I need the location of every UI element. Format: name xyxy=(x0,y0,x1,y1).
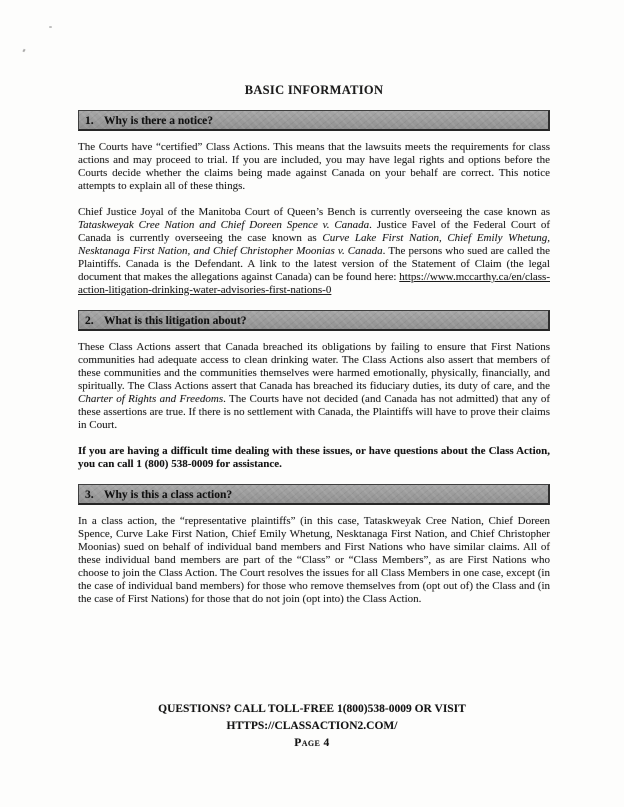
section-3-number: 3. xyxy=(85,489,94,501)
text-run: Chief Justice Joyal of the Manitoba Court of Queen’s Bench is currently overseeing the case known as xyxy=(78,206,550,218)
text-run: . The persons who sued are called the Plaintiffs. Canada is the Defendant. A link to the latest version of the Statement of Claim (the legal document that makes the allegations against Canada) can be found here: xyxy=(78,245,550,283)
scan-speck xyxy=(49,26,52,28)
text-run: The Courts have “certified” Class Actions. This means that the lawsuits meets the requirements for class actions and may proceed to trial. If you are included, you may have legal rights and options before the Courts decide whether the claims being made against Canada on your behalf are correct. This notice attempts to explain all of these things. xyxy=(78,141,550,192)
paragraph-class-action-explainer xyxy=(78,515,550,606)
text-run: . Justice Favel of the Federal Court of Canada is currently overseeing the case known as xyxy=(78,219,550,244)
section-2-heading: What is this litigation about? xyxy=(104,315,247,327)
section-1-heading: Why is there a notice? xyxy=(104,115,214,127)
page-footer xyxy=(0,701,624,752)
paragraph-assistance-phone xyxy=(78,445,550,471)
section-3-header xyxy=(78,484,550,505)
text-run: . The Courts have not decided (and Canada has not admitted) that any of these assertions are true. If there is no settlement with Canada, the Plaintiffs will have to prove their claims in Court. xyxy=(78,393,550,431)
section-2-number: 2. xyxy=(85,315,94,327)
text-run: If you are having a difficult time dealing with these issues, or have questions about the Class Action, you can call 1 (800) 538-0009 for assistance. xyxy=(78,445,550,470)
case-name-italic: Curve Lake First Nation, Chief Emily Whetung, Nesktanaga First Nation, and Chief Christopher Moonias v. Canada xyxy=(78,232,550,257)
text-run: These Class Actions assert that Canada breached its obligations by failing to ensure that First Nations communities had adequate access to clean drinking water. The Class Actions also assert that members of these communities and the communities themselves were harmed emotionally, physically, financially, and spiritually. The Class Actions assert that Canada has breached its fiduciary duties, its duty of care, and the xyxy=(78,341,550,392)
footer-website-line: HTTPS://CLASSACTION2.COM/ xyxy=(226,720,398,732)
statement-of-claim-link[interactable]: https://www.mccarthy.ca/en/class-action-litigation-drinking-water-advisories-first-nations-0 xyxy=(78,271,550,296)
scan-speck xyxy=(22,49,25,53)
page-title: BASIC INFORMATION xyxy=(244,83,384,97)
text-run: In a class action, the “representative plaintiffs” (in this case, Tataskweyak Cree Nation, Chief Doreen Spence, Curve Lake First Nation, Chief Emily Whetung, Nesktanaga First Nation, and Chief Christopher Moonias) sued on behalf of individual band members and First Nations who have similar claims. All of these individual band members are part of the “Class” or “Class Members”, as are First Nations who choose to join the Class Action. The Court resolves the issues for all Class Members in one case, except (in the case of individual band members) for those who remove themselves from (opt out of) the Class and (in the case of First Nations) for those that do not join (opt into) the Class Action. xyxy=(78,515,550,605)
paragraph-litigation-about xyxy=(78,341,550,432)
section-1-number: 1. xyxy=(85,115,94,127)
case-name-italic: Charter of Rights and Freedoms xyxy=(78,393,224,405)
paragraph-cases-overview xyxy=(78,206,550,297)
case-name-italic: Tataskweyak Cree Nation and Chief Doreen Spence v. Canada xyxy=(78,219,370,231)
footer-questions-line: QUESTIONS? CALL TOLL-FREE 1(800)538-0009 OR VISIT xyxy=(158,703,466,715)
section-2-header xyxy=(78,310,550,331)
section-1-header xyxy=(78,110,550,131)
footer-page-number: Page 4 xyxy=(294,737,330,749)
paragraph-why-notice xyxy=(78,141,550,193)
section-3-heading: Why is this a class action? xyxy=(104,489,233,501)
